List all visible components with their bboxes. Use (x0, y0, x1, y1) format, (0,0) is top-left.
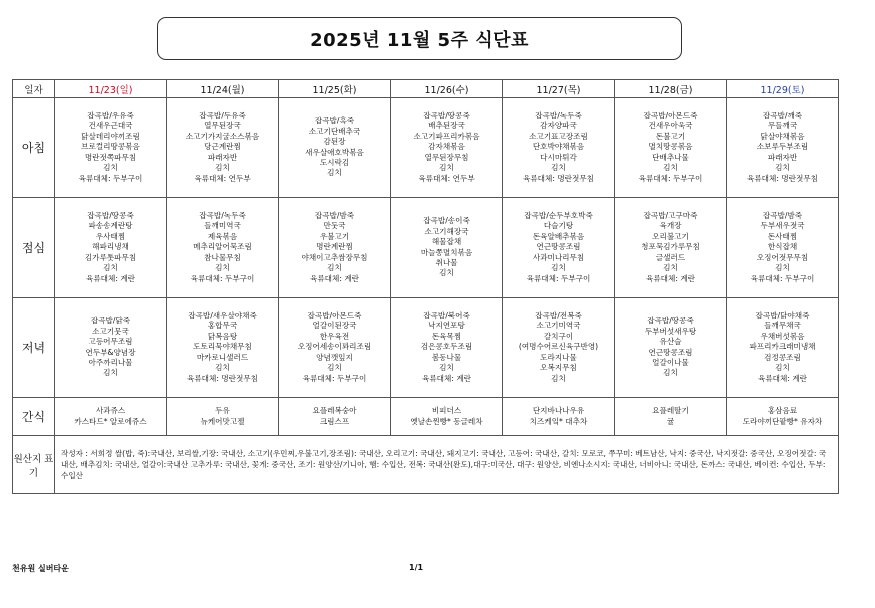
meal-cell (727, 298, 839, 398)
menu-item: 김치 (663, 263, 678, 273)
meal-cell (503, 198, 615, 298)
menu-item: 홍삼음료 (767, 406, 798, 416)
meal-cell (391, 298, 503, 398)
menu-item: 소고기파프리카볶음 (413, 131, 480, 141)
menu-item: 감자양파국 (540, 121, 577, 131)
menu-item: 육류대체: 계란 (86, 273, 135, 283)
menu-item: 돈육목찜 (431, 331, 462, 341)
menu-item: 오복지무침 (540, 363, 577, 373)
menu-item: 고등어무조림 (88, 337, 133, 347)
menu-item: 육류대체: 명란젓무침 (523, 173, 594, 183)
meal-cell (615, 198, 727, 298)
meal-cell (727, 398, 839, 436)
menu-item: 검정콩조림 (764, 352, 801, 362)
meal-cell (615, 398, 727, 436)
menu-item: 아주까리나물 (88, 357, 133, 367)
menu-item: 소고기미역국 (536, 321, 581, 331)
menu-item: 우채버섯볶음 (760, 331, 805, 341)
meal-cell (167, 298, 279, 398)
menu-item: 단지바나나우유 (532, 406, 585, 416)
origin-text: 작성자 : 서희정 쌀(밥, 죽):국내산, 보리쌀,기장: 국내산, 소고기(우민찌,우불고기,장조림): 국내산, 오리고기: 국내산, 돼지고기: 국내산, 고등어: 국내산, 갈치: 모로코, 쭈꾸미: 베트남산, 낙지: 중국산, 낙지젓갈: 중국산, 오징어젓갈: 국내산, 배추김치: 국내산, 얼갈이:국내산 고추가루: 국내산, 꽃게: 중국산, 조기: 원양산/기니아, 햄: 수입산, 전복: 국내산(완도),대구:미국산, 대구: 원양산, 비엔나소시지: 국내산, 너비아니: 국내산, 돈까스: 국내산, 베이컨: 수입산, 두부: 수입산 (55, 436, 839, 494)
menu-item: 두부버섯새우탕 (644, 326, 697, 336)
menu-item: 해물잡채 (431, 237, 462, 247)
menu-item: 파송송계란탕 (88, 221, 133, 231)
meal-cell (727, 198, 839, 298)
menu-item: 김치 (103, 368, 118, 378)
meal-cell (167, 398, 279, 436)
menu-item: 홍합무국 (207, 321, 238, 331)
meal-row (13, 198, 839, 298)
menu-item: 해파리냉채 (92, 242, 129, 252)
menu-item: 잡곡밥/녹두죽 (535, 111, 582, 121)
page-title: 2025년 11월 5주 식단표 (157, 17, 682, 60)
origin-label: 원산지 표기 (13, 436, 55, 494)
menu-item: 얼갈이된장국 (312, 321, 357, 331)
menu-item: 도라야끼단팥빵* 유자차 (742, 416, 823, 426)
menu-item: 김치 (551, 373, 566, 383)
menu-item: 갈치구이 (543, 331, 574, 341)
menu-item: 야채이고추쌈장무침 (301, 252, 368, 262)
menu-item: 건새우근대국 (88, 121, 133, 131)
menu-item: 잡곡밥/북어죽 (423, 311, 470, 321)
meal-row (13, 98, 839, 198)
day-header: 11/26(수) (391, 80, 503, 98)
menu-item: 김치 (439, 163, 454, 173)
menu-item: 청포묵김가루무침 (641, 242, 700, 252)
menu-item: 소고기뭇국 (92, 326, 129, 336)
menu-item: 김치 (103, 263, 118, 273)
menu-item: 단호박야채볶음 (532, 142, 585, 152)
menu-item: 새우살애호박볶음 (305, 147, 364, 157)
facility-name: 천유원 실버타운 (12, 564, 69, 573)
menu-item: 사과미나리무침 (532, 252, 585, 262)
day-header: 11/24(월) (167, 80, 279, 98)
menu-item: 연두부&양념장 (85, 347, 136, 357)
menu-item: 단배추나물 (652, 152, 689, 162)
menu-item: 명란젓쪽파무침 (84, 152, 137, 162)
menu-item: 김치 (663, 163, 678, 173)
menu-item: 다시마튀각 (540, 152, 577, 162)
menu-item: 오징어세송이꽈리조림 (297, 342, 372, 352)
menu-item: 잡곡밥/밤죽 (762, 211, 803, 221)
menu-item: 잡곡밥/아몬드죽 (307, 311, 362, 321)
menu-item: 잡곡밥/송이죽 (423, 216, 470, 226)
menu-item: 잡곡밥/고구마죽 (643, 211, 698, 221)
menu-item: 도라지나물 (540, 352, 577, 362)
menu-item: 육류대체: 계란 (310, 273, 359, 283)
menu-item: 김치 (775, 263, 790, 273)
meal-cell (55, 98, 167, 198)
meal-label: 저녁 (13, 298, 55, 398)
meal-cell (279, 398, 391, 436)
menu-item: 한우육전 (319, 331, 350, 341)
day-header: 11/29(토) (727, 80, 839, 98)
menu-item: 들깨미역국 (204, 221, 241, 231)
menu-item: 취나물 (435, 257, 458, 267)
menu-item: 잡곡밥/순두부호박죽 (524, 211, 593, 221)
menu-item: 무들깨국 (767, 121, 798, 131)
menu-item: 육류대체: 두부구이 (526, 273, 591, 283)
menu-item: 사과쥬스 (95, 406, 126, 416)
menu-item: 소고기표고장조림 (529, 131, 588, 141)
menu-item: 건새우아욱국 (648, 121, 693, 131)
menu-item: 도시락김 (319, 157, 350, 167)
meal-cell (55, 398, 167, 436)
menu-item: 김치 (775, 363, 790, 373)
menu-item: 배추된장국 (428, 121, 465, 131)
menu-item: 비피더스 (431, 406, 462, 416)
menu-item: 육류대체: 두부구이 (302, 373, 367, 383)
menu-item: 파프리카크래미냉채 (749, 342, 816, 352)
menu-item: 육류대체: 계란 (646, 273, 695, 283)
origin-row (13, 436, 839, 494)
menu-item: 김치 (551, 163, 566, 173)
menu-item: 김치 (215, 163, 230, 173)
menu-item: 귤 (666, 416, 675, 426)
menu-item: 감자채볶음 (428, 142, 465, 152)
menu-item: 오리불고기 (652, 231, 689, 241)
menu-item: 김치 (327, 168, 342, 178)
menu-item: 잡곡밥/새우살야채죽 (188, 311, 257, 321)
meal-row (13, 298, 839, 398)
menu-item: 잡곡밥/밤죽 (314, 211, 355, 221)
menu-item: 소보루두부조림 (756, 142, 809, 152)
menu-item: 양념깻잎지 (316, 352, 353, 362)
menu-item: 카스타드* 알로에쥬스 (74, 416, 147, 426)
meal-cell (727, 98, 839, 198)
menu-item: 얼갈이나물 (652, 357, 689, 367)
day-header: 11/28(금) (615, 80, 727, 98)
menu-item: 김치 (663, 368, 678, 378)
menu-item: 브로컬리땅콩볶음 (81, 142, 140, 152)
menu-item: 육류대체: 두부구이 (750, 273, 815, 283)
page-number: 1/1 (409, 563, 424, 572)
menu-item: 파래자반 (207, 152, 238, 162)
menu-item: 한식잡채 (767, 242, 798, 252)
menu-item: 육류대체: 두부구이 (190, 273, 255, 283)
menu-item: 돈육알배추볶음 (532, 231, 585, 241)
menu-item: 잡곡밥/닭죽 (90, 316, 131, 326)
menu-item: 잡곡밥/땅콩죽 (647, 316, 694, 326)
menu-item: 돈불고기 (655, 131, 686, 141)
meal-cell (503, 398, 615, 436)
menu-item: 크림스프 (319, 416, 350, 426)
menu-item: 다슬기탕 (543, 221, 574, 231)
meal-cell (55, 198, 167, 298)
menu-item: 두유 (215, 406, 230, 416)
meal-cell (503, 98, 615, 198)
menu-item: 봄동나물 (431, 352, 462, 362)
menu-item: 육류대체: 연두부 (418, 173, 475, 183)
menu-item: 참나물무침 (204, 252, 241, 262)
menu-item: 육류대체: 명란젓무침 (187, 373, 258, 383)
meal-cell (391, 198, 503, 298)
menu-item: 김가루톳파무침 (84, 252, 137, 262)
menu-item: 잡곡밥/깨죽 (762, 111, 803, 121)
menu-item: 메추리알어묵조림 (193, 242, 252, 252)
menu-item: 닭복음탕 (207, 331, 238, 341)
menu-item: 글샐러드 (655, 252, 686, 262)
day-header: 11/27(목) (503, 80, 615, 98)
menu-item: 잡곡밥/녹두죽 (199, 211, 246, 221)
meal-label: 점심 (13, 198, 55, 298)
menu-item: 요플레복숭아 (312, 406, 357, 416)
menu-item: 명란계란찜 (316, 242, 353, 252)
menu-item: 연근땅콩조림 (648, 347, 693, 357)
menu-item: 김치 (551, 263, 566, 273)
menu-item: 우사태찜 (95, 231, 126, 241)
meal-label: 간식 (13, 398, 55, 436)
meal-cell (55, 298, 167, 398)
menu-item: 돈사태찜 (767, 231, 798, 241)
menu-item: 육류대체: 명란젓무침 (747, 173, 818, 183)
menu-item: 닭살데리야끼조림 (81, 131, 140, 141)
menu-item: 김치 (103, 163, 118, 173)
menu-item: (여명수어르신육구반영) (518, 342, 599, 352)
meal-cell (167, 198, 279, 298)
menu-item: 육류대체: 두부구이 (638, 173, 703, 183)
menu-item: 김치 (215, 263, 230, 273)
menu-item: 잡곡밥/흑죽 (314, 116, 355, 126)
menu-item: 육개장 (659, 221, 682, 231)
menu-item: 닭살야채볶음 (760, 131, 805, 141)
meal-row (13, 398, 839, 436)
menu-item: 검은콩호두조림 (420, 342, 473, 352)
menu-item: 파래자반 (767, 152, 798, 162)
menu-item: 잡곡밥/땅콩죽 (423, 111, 470, 121)
menu-item: 소고기가지굴소스볶음 (185, 131, 260, 141)
menu-item: 잡곡밥/아몬드죽 (643, 111, 698, 121)
meal-cell (391, 98, 503, 198)
menu-item: 열무된장무침 (424, 152, 469, 162)
menu-item: 잡곡밥/닭야채죽 (755, 311, 810, 321)
menu-item: 김치 (327, 263, 342, 273)
menu-item: 두부새우젓국 (760, 221, 805, 231)
menu-item: 당근계란찜 (204, 142, 241, 152)
menu-item: 제육볶음 (207, 231, 238, 241)
menu-item: 잡곡밥/땅콩죽 (87, 211, 134, 221)
menu-item: 잡곡밥/두유죽 (199, 111, 246, 121)
meal-cell (279, 298, 391, 398)
menu-item: 우불고기 (319, 231, 350, 241)
menu-item: 잡곡밥/전복죽 (535, 311, 582, 321)
menu-item: 마늘쫑멸치볶음 (420, 247, 473, 257)
meal-cell (615, 298, 727, 398)
meal-cell (167, 98, 279, 198)
day-header: 11/23(일) (55, 80, 167, 98)
menu-item: 잡곡밥/우유죽 (87, 111, 134, 121)
meal-cell (503, 298, 615, 398)
menu-item: 김치 (775, 163, 790, 173)
menu-item: 들깨무채국 (764, 321, 801, 331)
menu-item: 연근땅콩조림 (536, 242, 581, 252)
menu-item: 옛날손찐빵* 동글레차 (410, 416, 483, 426)
menu-item: 낙지연포탕 (428, 321, 465, 331)
menu-item: 마카로니샐러드 (196, 352, 249, 362)
menu-item: 요플레딸기 (652, 406, 689, 416)
menu-item: 멸치땅콩볶음 (648, 142, 693, 152)
menu-table (12, 79, 839, 494)
menu-item: 김치 (439, 268, 454, 278)
menu-item: 유산슬 (659, 337, 682, 347)
menu-item: 육류대체: 두부구이 (78, 173, 143, 183)
menu-item: 만둣국 (323, 221, 346, 231)
menu-item: 도토리묵야채무침 (193, 342, 252, 352)
meal-cell (615, 98, 727, 198)
menu-item: 육류대체: 연두부 (194, 173, 251, 183)
menu-item: 감된장 (323, 137, 346, 147)
meal-cell (279, 98, 391, 198)
menu-item: 육류대체: 계란 (422, 373, 471, 383)
menu-item: 김치 (439, 363, 454, 373)
menu-item: 김치 (215, 363, 230, 373)
menu-item: 열무된장국 (204, 121, 241, 131)
menu-item: 오징어젓무무침 (756, 252, 809, 262)
meal-cell (391, 398, 503, 436)
header-row (13, 80, 839, 98)
meal-cell (279, 198, 391, 298)
day-header: 11/25(화) (279, 80, 391, 98)
meal-label: 아침 (13, 98, 55, 198)
menu-item: 치즈케잌* 대추차 (529, 416, 588, 426)
header-label: 일자 (13, 80, 55, 98)
menu-item: 소고기해장국 (424, 226, 469, 236)
menu-item: 육류대체: 계란 (758, 373, 807, 383)
menu-item: 뉴케어맛고젤 (200, 416, 245, 426)
menu-item: 김치 (327, 363, 342, 373)
menu-item: 소고기단배추국 (308, 126, 361, 136)
